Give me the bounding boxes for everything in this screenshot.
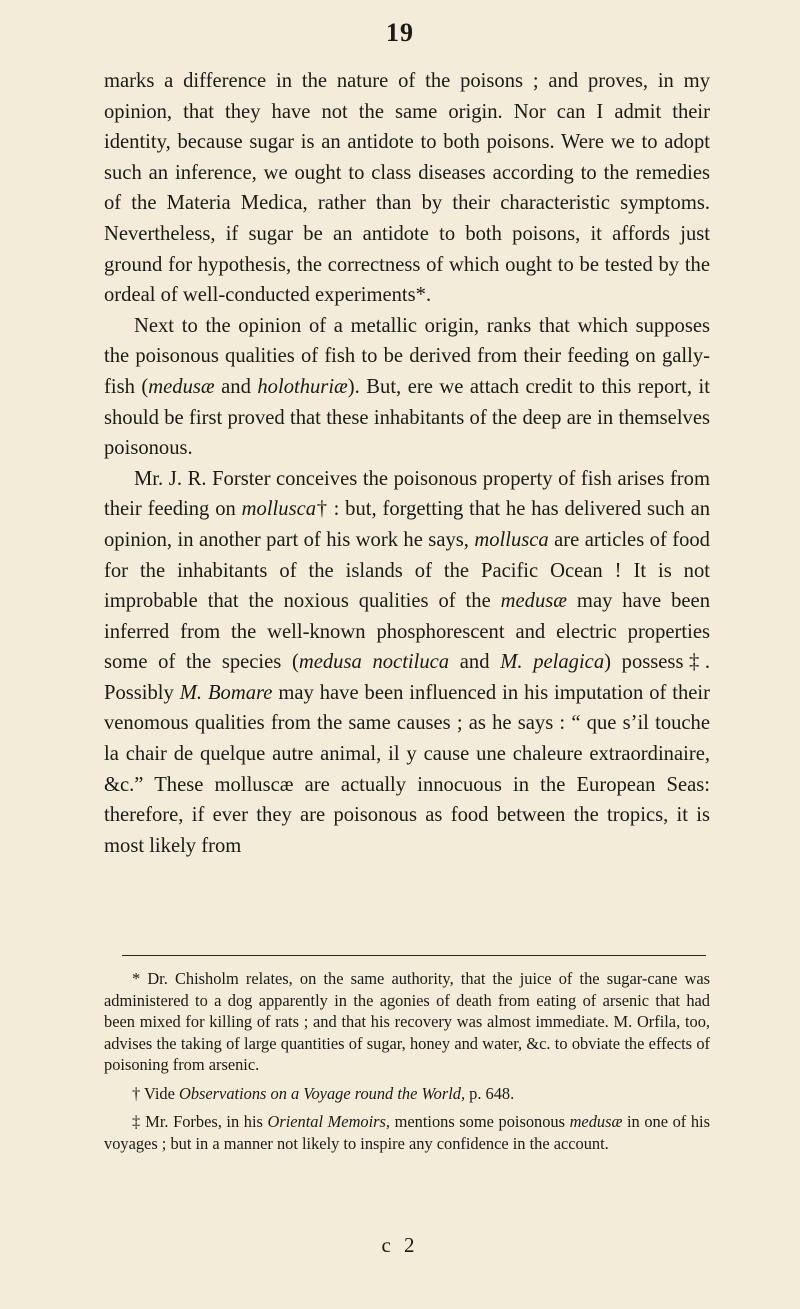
paragraph-1 (104, 66, 710, 311)
p2-italic-holothuriae: holothuriæ (257, 375, 348, 398)
fn3-text-a: ‡ Mr. Forbes, in his (132, 1112, 268, 1131)
p3-text-m: may have been influenced in his imputation of their venomous qualities from the same causes ; as he says : “ que s’il touche la chair de quelque autre animal, il y cause une chaleure extraordinaire, &c.” These molluscæ are actually innocuous in the European Seas: therefore, if ever they are poisonous as food between the tropics, it is most likely from (104, 681, 711, 857)
p2-text-e: ). But, ere we attach credit to this report, it should be first proved that these inhabitants of the deep are in themselves poisonous. (104, 375, 710, 460)
fn2-text-c: p. 648. (465, 1083, 515, 1103)
p3-text-c: † : but, forgetting that he has delivered such an opinion, in another part of his work he says, (104, 498, 711, 551)
p3-text-g: may have been inferred from the well-known phosphorescent and electric properties some of the species ( (104, 590, 710, 674)
footnote-2 (104, 1083, 710, 1105)
footnotes (104, 968, 710, 1161)
footnote-1 (104, 968, 710, 1076)
p3-text-i: and (449, 651, 501, 674)
footnote-1-text: * Dr. Chisholm relates, on the same authority, that the juice of the sugar-cane was administered to a dog apparently in the agonies of death from eating of arsenic that had been mixed for killing of rats ; and that his recovery was almost immediate. M. Orfila, too, advises the taking of large quantities of sugar, honey and water, &c. to obviate the effects of poisoning from arsenic. (104, 969, 710, 1074)
p3-text-k: ) possess‡. Possibly (104, 651, 710, 704)
fn3-italic-medusae: medusæ (569, 1112, 623, 1131)
signature-mark: c 2 (381, 1233, 419, 1257)
paragraph-2 (104, 311, 710, 464)
p3-italic-mollusca-2: mollusca (474, 528, 549, 551)
footnote-divider (122, 955, 706, 956)
page-number: 19 (386, 18, 414, 47)
p3-italic-medusa-noctiluca: medusa noctiluca (298, 651, 450, 674)
main-text (104, 66, 710, 861)
p3-italic-m-pelagica: M. pelagica (500, 651, 605, 674)
paragraph-3 (104, 464, 710, 862)
p3-text-a: Mr. J. R. Forster conceives the poisonous property of fish arises from their feeding on (104, 467, 710, 521)
p2-text-c: and (214, 375, 258, 398)
fn2-text-a: † Vide (132, 1083, 179, 1103)
p3-italic-medusae: medusæ (500, 590, 567, 613)
paragraph-1-text: marks a difference in the nature of the poisons ; and proves, in my opinion, that they have not the same origin. Nor can I admit their identity, because sugar is an antidote to both poisons. Were we to adopt such an inference, we ought to class diseases according to the remedies of the Materia Medica, rather than by their characteristic symptoms. Nevertheless, if sugar be an antidote to both poisons, it affords just ground for hypothesis, the correctness of which ought to be tested by the ordeal of well-conducted experiments*. (104, 70, 710, 307)
p2-italic-medusae: medusæ (148, 375, 215, 398)
p3-text-e: are articles of food for the inhabitants of the islands of the Pacific Ocean ! It is not improbable that the noxious qualities of the (104, 528, 710, 613)
p3-italic-m-bomare: M. Bomare (179, 681, 273, 704)
p2-text-a: Next to the opinion of a metallic origin, ranks that which supposes the poisonous qualities of fish to be derived from their feeding on gally-fish ( (104, 314, 710, 398)
footnote-3 (104, 1111, 710, 1154)
fn3-text-e: in one of his voyages ; but in a manner not likely to inspire any confidence in the account. (104, 1112, 710, 1153)
fn2-italic-title: Observations on a Voyage round the World, (178, 1083, 466, 1103)
fn3-italic-title: Oriental Memoirs, (267, 1112, 391, 1131)
fn3-text-c: mentions some poisonous (390, 1112, 570, 1131)
p3-italic-mollusca-1: mollusca (241, 498, 317, 521)
